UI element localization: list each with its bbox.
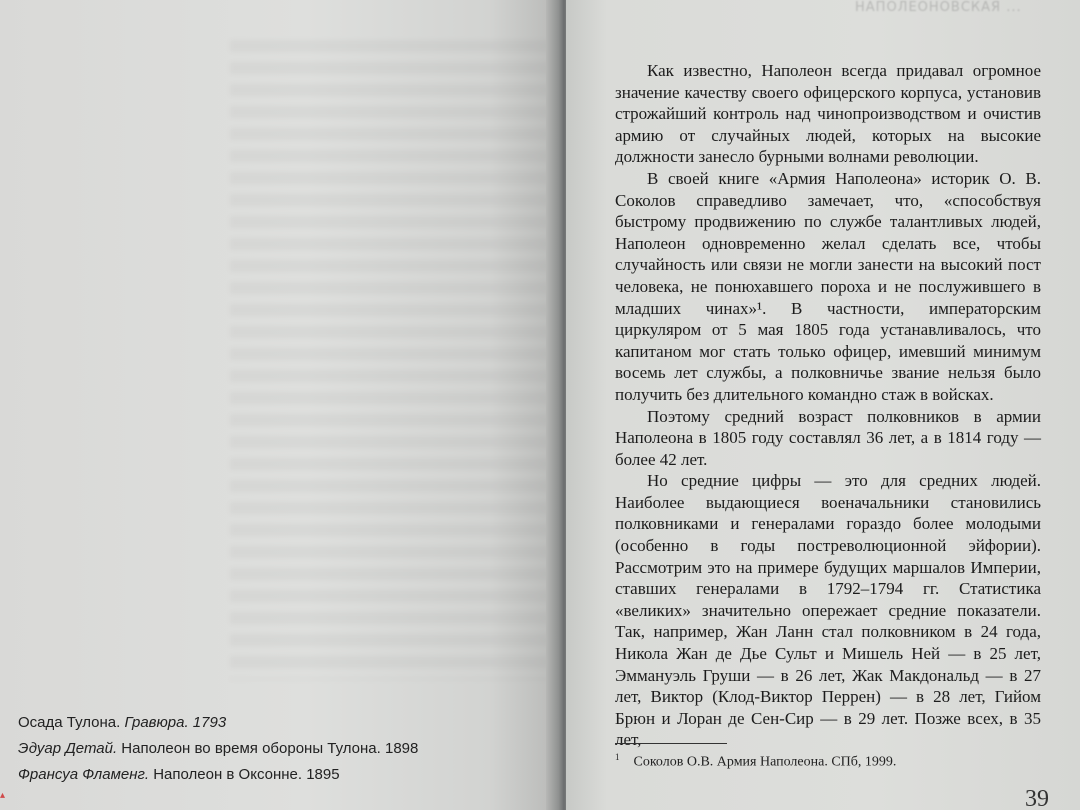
bleed-through-text (230, 40, 550, 680)
page-number: 39 (1025, 786, 1049, 810)
main-text (615, 60, 1041, 751)
caption-1 (18, 710, 418, 736)
footnote-marker: 1 (615, 752, 620, 762)
caption-2-author: Эдуар Детай. (18, 740, 118, 757)
caption-1-title: Осада Тулона. (18, 714, 121, 731)
caption-2-detail: Наполеон во время обороны Тулона. 1898 (117, 740, 419, 757)
footnote-text: Соколов О.В. Армия Наполеона. СПб, 1999. (633, 754, 897, 770)
paragraph-3: Поэтому средний возраст полковников в армии Наполеона в 1805 году составлял 36 лет, а в 1814 году — более 42 лет. (615, 406, 1041, 469)
caption-1-detail: Гравюра. 1793 (120, 714, 227, 731)
caption-3-detail: Наполеон в Оксонне. 1895 (149, 766, 340, 783)
paragraph-2: В своей книге «Армия Наполеона» историк О. В. Соколов справедливо замечает, что, «способствуя быстрому продвижению по службе талантливых людей, Наполеон одновременно желал сделать все, чтобы случайность или связи не могли занести на высокий пост человека, не понюхавшего пороха и не послужившего в младших чинах»¹. В частности, императорским циркуляром от 5 мая 1805 года устанавливалось, что капитаном мог стать только офицер, имевший минимум восемь лет службы, а полковничье звание нельзя было получить без длительного командно стаж в войсках. (615, 168, 1041, 404)
caption-2 (18, 736, 418, 762)
footnote (615, 752, 896, 771)
caption-3-author: Франсуа Фламенг. (18, 766, 150, 783)
corner-mark-icon: ▴ (0, 790, 6, 801)
footnote-rule (615, 743, 727, 744)
caption-3 (18, 762, 418, 788)
running-head: НАПОЛЕОНОВСКАЯ ... (855, 0, 1022, 15)
illustration-captions (18, 710, 418, 788)
paragraph-1: Как известно, Наполеон всегда придавал огромное значение качеству своего офицерского корпуса, установив строжайший контроль над чинопроизводством и очистив армию от случайных людей, которых на высокие должности занесло бурными волнами революции. (615, 61, 1041, 167)
paragraph-4: Но средние цифры — это для средних людей. Наиболее выдающиеся военачальники становились полковниками и генералами гораздо более молодыми (особенно в годы постреволюционной эйфории). Рассмотрим это на примере будущих маршалов Империи, ставших генералами в 1792–1794 гг. Статистика «великих» значительно опережает средние показатели. Так, например, Жан Ланн стал полковником в 24 года, Никола Жан де Дье Сульт и Мишель Ней — в 25 лет, Эммануэль Груши — в 26 лет, Жак Макдональд — в 27 лет, Виктор (Клод-Виктор Перрен) — в 28 лет, Гийом Брюн и Лоран де Сен-Сир — в 29 лет. Позже всех, в 35 лет, (615, 471, 1041, 750)
